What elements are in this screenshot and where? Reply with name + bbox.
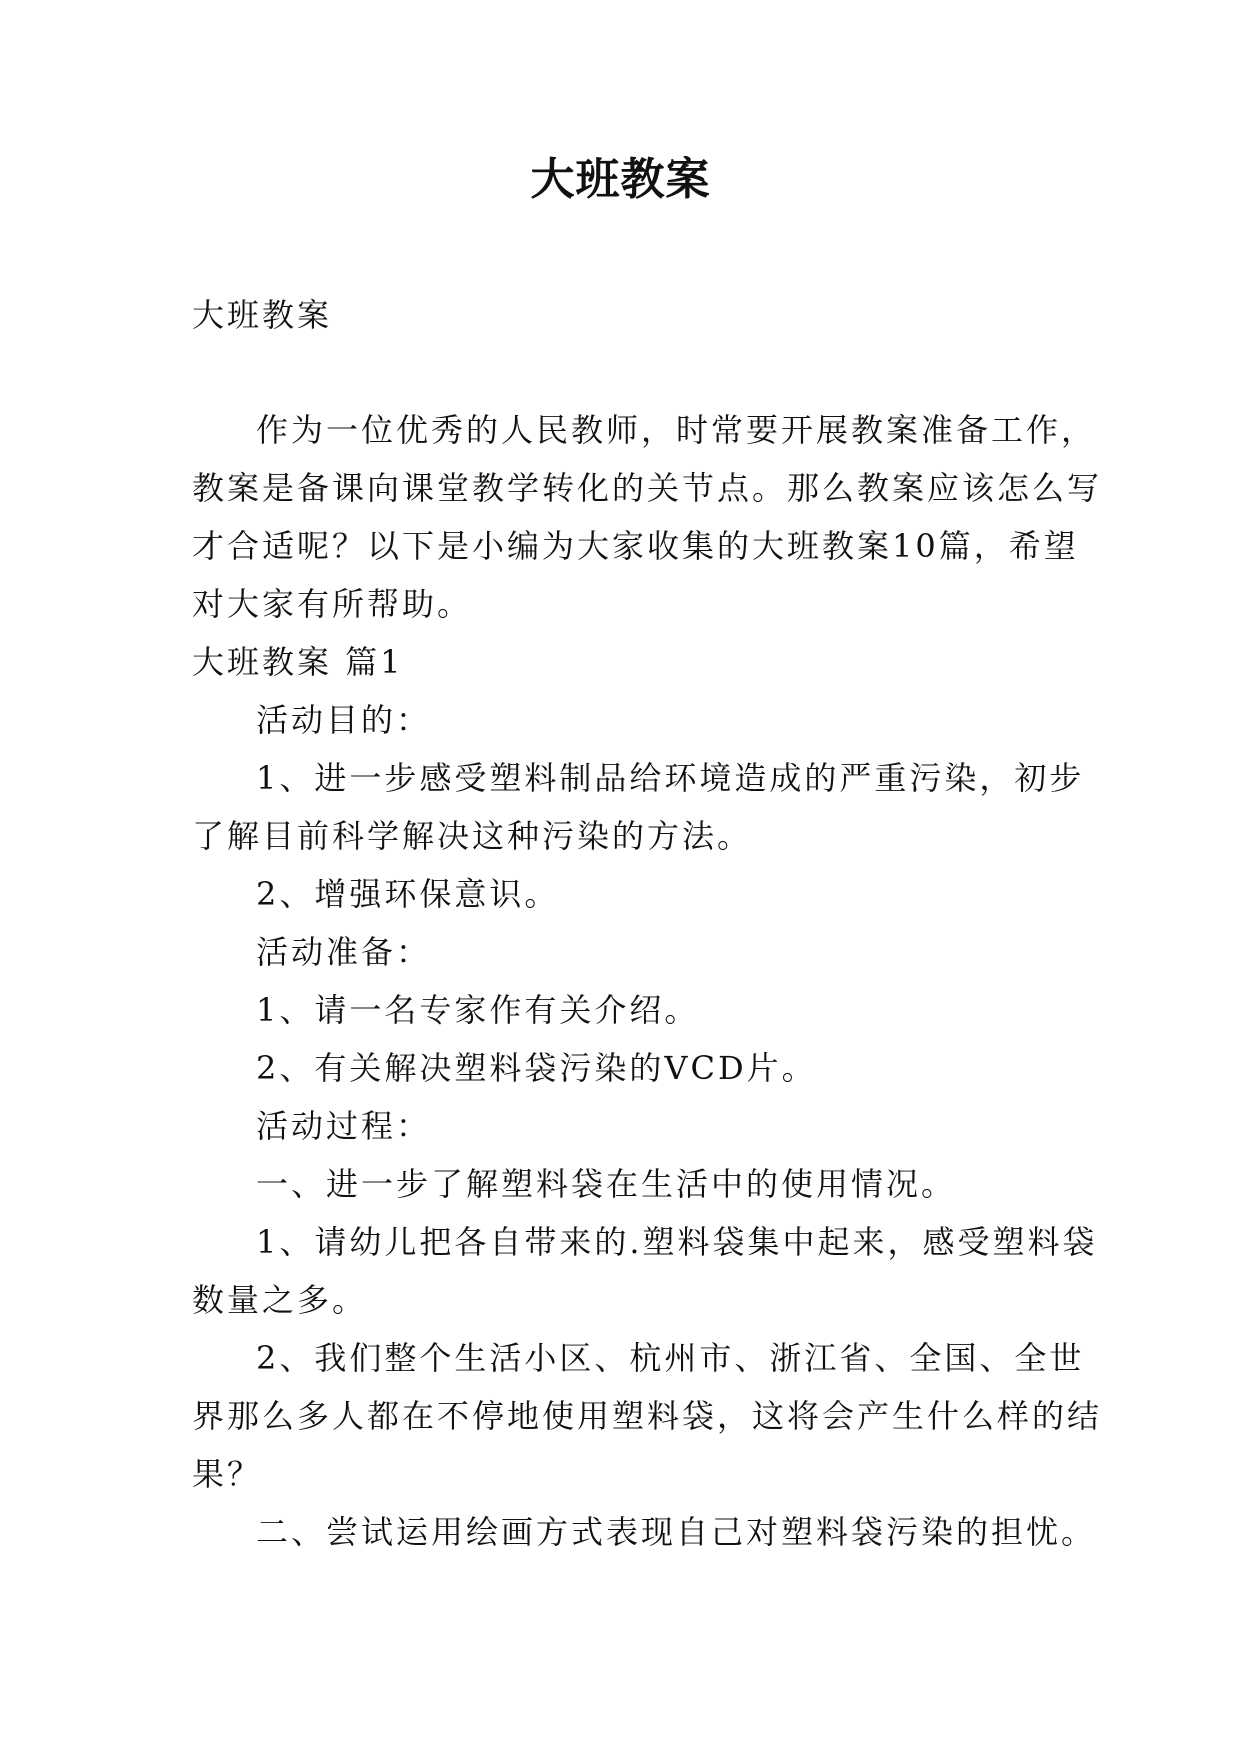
section-heading: 大班教案 篇1 [192,643,404,681]
activity-prep-heading: 活动准备： [256,933,432,971]
document-subtitle: 大班教案 [192,296,333,334]
process-step-1: 一、进一步了解塑料袋在生活中的使用情况。 [256,1165,957,1203]
activity-goal-heading: 活动目的： [256,701,432,739]
goal-1-line-2: 了解目前科学解决这种污染的方法。 [192,817,753,855]
intro-line-3: 才合适呢？以下是小编为大家收集的大班教案10篇，希望 [192,527,1079,565]
process-1-2-line-2: 界那么多人都在不停地使用塑料袋，这将会产生什么样的结 [192,1397,1103,1435]
prep-2: 2、有关解决塑料袋污染的VCD片。 [256,1049,817,1087]
process-1-2-line-1: 2、我们整个生活小区、杭州市、浙江省、全国、全世 [256,1339,1085,1377]
process-1-1-line-1: 1、请幼儿把各自带来的.塑料袋集中起来，感受塑料袋 [256,1223,1098,1261]
intro-line-4: 对大家有所帮助。 [192,585,473,623]
prep-1: 1、请一名专家作有关介绍。 [256,991,700,1029]
process-1-2-line-3: 果？ [192,1455,263,1493]
document-title: 大班教案 [530,154,711,205]
process-1-1-line-2: 数量之多。 [192,1281,368,1319]
activity-process-heading: 活动过程： [256,1107,432,1145]
intro-line-1: 作为一位优秀的人民教师，时常要开展教案准备工作， [256,411,1097,449]
intro-line-2: 教案是备课向课堂教学转化的关节点。那么教案应该怎么写 [192,469,1103,507]
process-step-2: 二、尝试运用绘画方式表现自己对塑料袋污染的担忧。 [256,1513,1097,1551]
goal-1-line-1: 1、进一步感受塑料制品给环境造成的严重污染，初步 [256,759,1085,797]
goal-2: 2、增强环保意识。 [256,875,560,913]
